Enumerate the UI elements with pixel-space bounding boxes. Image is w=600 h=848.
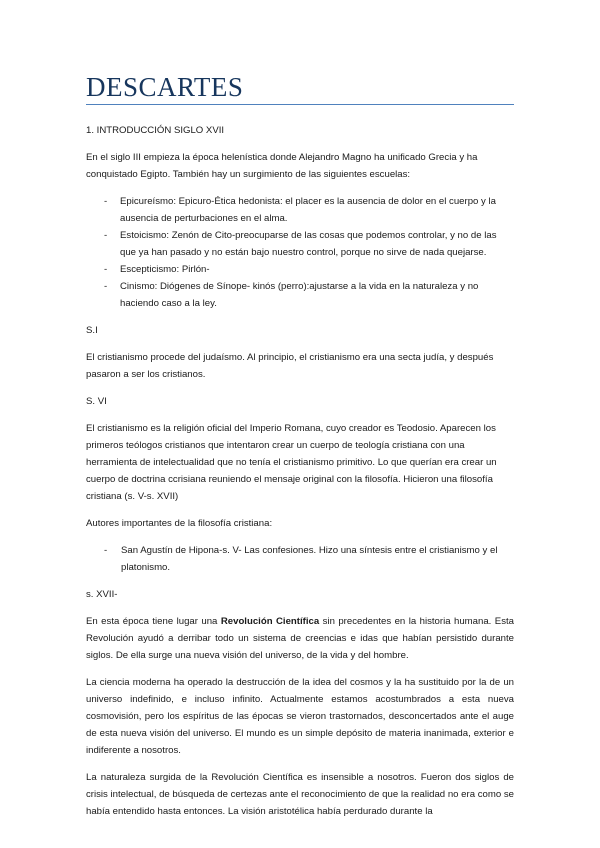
list-item-text: Epicureísmo: Epicuro-Ética hedonista: el placer es la ausencia de dolor en el cuerpo y la ausencia de perturbaciones en el alma. [120,196,496,224]
section-heading-s6: S. VI [86,396,107,407]
science-paragraph: La ciencia moderna ha operado la destrucción de la idea del cosmos y la ha sustituido por la de un universo indefinido, e incluso infinito. Actualmente estamos acostumbrados a esta nueva cosmovisión, pero los espíritus de las épocas se vieron trastornados, desconcertados ante el auge de esta nueva visión del universo. El mundo es un simple depósito de materia inanimada, exterior e indiferente a nosotros. [86,677,514,756]
s1-paragraph: El cristianismo procede del judaísmo. Al principio, el cristianismo era una secta judía, y después pasaron a ser los cristianos. [86,352,494,380]
list-item [86,227,514,261]
list-dash: - [104,264,108,275]
section-heading-s1: S.I [86,325,98,336]
s17-text-bold: Revolución Científica [220,616,320,627]
title-underline [86,104,514,105]
s17-paragraph [86,613,514,664]
list-item [86,278,514,312]
nature-paragraph: La naturaleza surgida de la Revolución Científica es insensible a nosotros. Fueron dos siglos de crisis intelectual, de búsqueda de certezas ante el reconocimiento de que la realidad no era como se había entendido hasta entonces. La visión aristotélica había perdurado durante la [86,772,514,817]
document-body [86,122,514,830]
authors-heading: Autores importantes de la filosofía cristiana: [86,518,273,529]
s6-paragraph: El cristianismo es la religión oficial del Imperio Romana, cuyo creador es Teodosio. Aparecen los primeros teólogos cristianos que intentaron crear un cuerpo de teología cristiana con una herramienta de intelectualidad que no tenía el cristianismo primitivo. Lo que querían era crear un cuerpo de doctrina ccrisiana reuniendo el mensaje original con la filosofía. Hicieron una filosofía cristiana (s. V-s. XVII) [86,423,497,502]
s17-text-start: En esta época tiene lugar una [86,616,221,627]
list-item [86,261,514,278]
list-item-text: Estoicismo: Zenón de Cito-preocuparse de las cosas que podemos controlar, y no de las que ya han pasado y no están bajo nuestro control, porque no sirve de nada quejarse. [120,230,497,258]
list-dash: - [104,230,108,241]
list-dash: - [104,196,108,207]
schools-list [86,193,514,312]
list-dash: - [104,545,108,556]
list-item-text: San Agustín de Hipona-s. V- Las confesiones. Hizo una síntesis entre el cristianismo y el platonismo. [121,545,498,573]
list-item-text: Escepticismo: Pirlón- [120,264,210,275]
authors-list [86,542,514,576]
page-title: DESCARTES [86,72,244,102]
list-item [86,542,514,576]
section-heading-s17: s. XVII- [86,589,118,600]
intro-paragraph: En el siglo III empieza la época helenística donde Alejandro Magno ha unificado Grecia y ha conquistado Egipto. También hay un surgimiento de las siguientes escuelas: [86,152,478,180]
list-item-text: Cinismo: Diógenes de Sínope- kinós (perro):ajustarse a la vida en la naturaleza y no haciendo caso a la ley. [120,281,479,309]
s17-text-end: sin precedentes en la historia humana. Esta Revolución ayudó a derribar todo un sistema de creencias e idas que habían persistido durante siglos. De ella surge una nueva visión del universo, de la vida y del hombre. [86,616,514,661]
list-dash: - [104,281,108,292]
section-heading-intro: 1. INTRODUCCIÓN SIGLO XVII [86,125,225,136]
list-item [86,193,514,227]
